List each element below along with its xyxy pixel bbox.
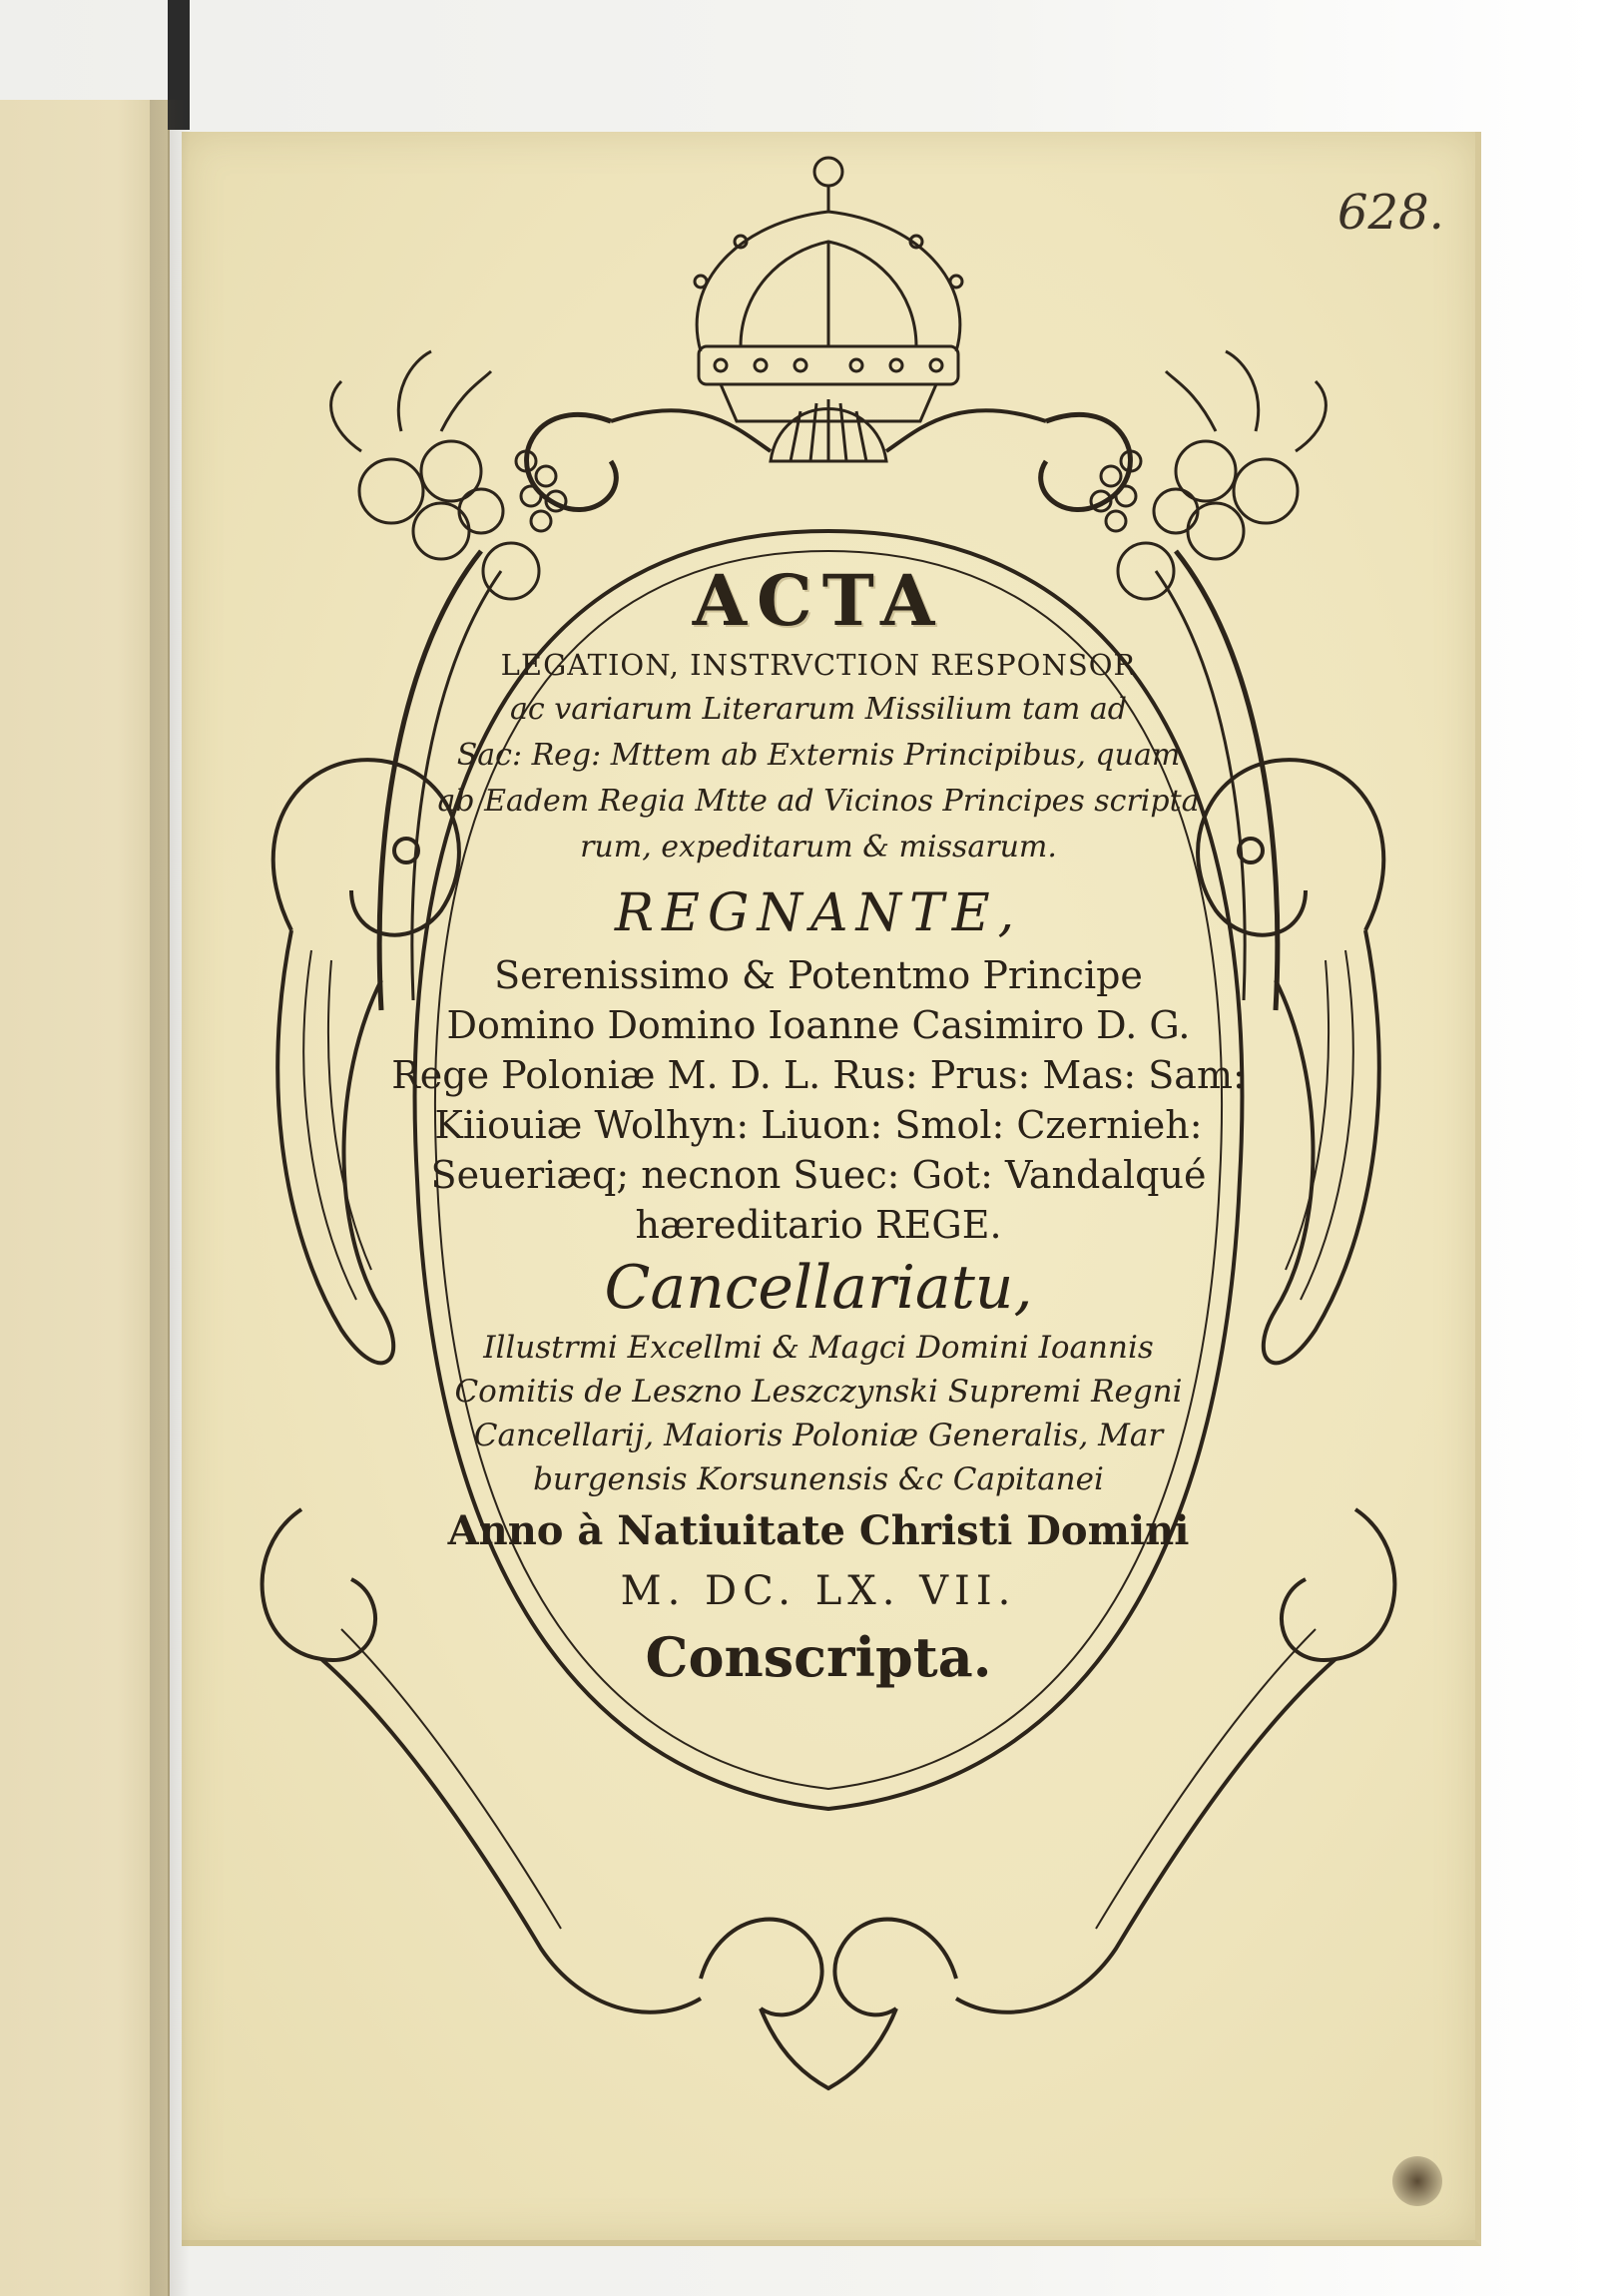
title-line: ab Eadem Regia Mtte ad Vicinos Principes scripta (437, 784, 1200, 819)
regnante-line: Rege Poloniæ M. D. L. Rus: Prus: Mas: Sam: (391, 1053, 1246, 1097)
conscripta-line: Conscripta. (645, 1625, 992, 1689)
cancellariatu-line: burgensis Korsunensis &c Capitanei (533, 1461, 1104, 1497)
folio-number: 628. (1337, 185, 1444, 241)
cancellariatu-line: Comitis de Leszno Leszczynski Supremi Regni (454, 1374, 1183, 1410)
title-line: ac variarum Literarum Missilium tam ad (510, 692, 1127, 727)
regnante-line: Kiiouiæ Wolhyn: Liuon: Smol: Czernieh: (434, 1103, 1203, 1147)
anno-line: Anno à Natiuitate Christi Domini (447, 1507, 1190, 1554)
regnante-heading: REGNANTE, (614, 883, 1023, 943)
cancellariatu-line: Cancellarij, Maioris Poloniæ Generalis, Mar (473, 1418, 1164, 1453)
title-caps-line: LEGATION, INSTRVCTION RESPONSOR (500, 648, 1137, 682)
acta-heading: ACTA (692, 559, 945, 642)
regnante-line: Serenissimo & Potentmo Principe (494, 953, 1143, 997)
year-line: M. DC. LX. VII. (620, 1568, 1017, 1614)
regnante-line: hæreditario REGE. (635, 1203, 1002, 1247)
bottom-ornament (701, 1920, 956, 2088)
shell-ornament (771, 399, 886, 461)
regnante-line: Seueriæq; necnon Suec: Got: Vandalqué (430, 1153, 1207, 1197)
regnante-line: Domino Domino Ioanne Casimiro D. G. (446, 1003, 1191, 1047)
title-page-text (379, 559, 1258, 1693)
facing-page-edge (0, 100, 170, 2296)
title-line: rum, expeditarum & missarum. (580, 830, 1057, 864)
cancellariatu-heading: Cancellariatu, (604, 1253, 1033, 1323)
crown-ornament (695, 158, 962, 421)
title-line: Sac: Reg: Mttem ab Externis Principibus, quam (456, 738, 1181, 773)
cancellariatu-line: Illustrmi Excellmi & Magci Domini Ioannis (483, 1330, 1154, 1366)
